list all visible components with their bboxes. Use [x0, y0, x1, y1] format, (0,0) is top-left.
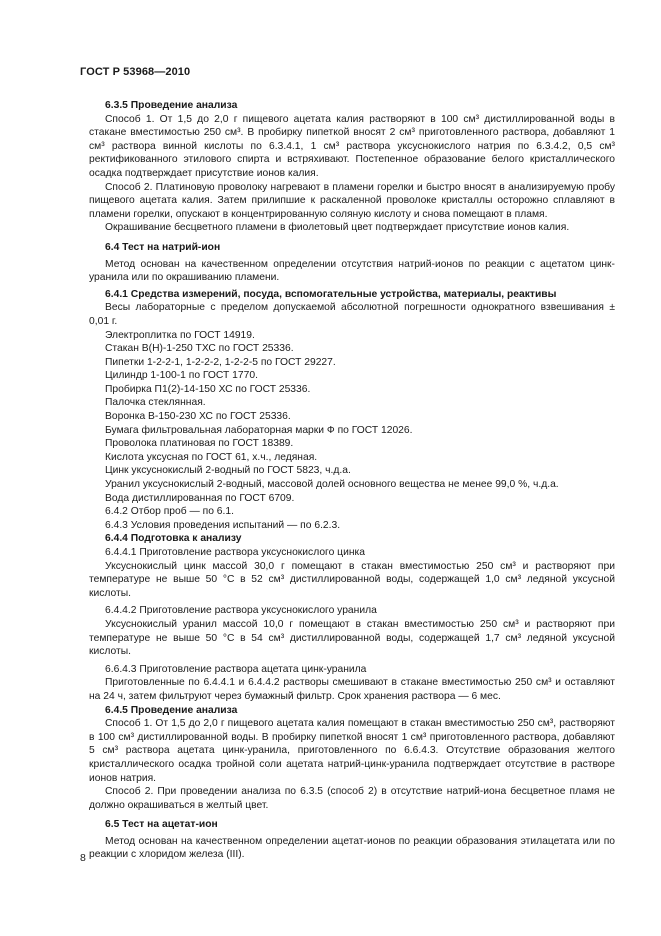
section-6-4-heading: 6.4 Тест на натрий-ион — [105, 241, 221, 253]
list-item: Пипетки 1-2-2-1, 1-2-2-2, 1-2-2-5 по ГОСТ 29227. — [105, 356, 336, 368]
list-item: Воронка В-150-230 ХС по ГОСТ 25336. — [105, 411, 291, 423]
page-number: 8 — [80, 852, 86, 864]
list-item: Пробирка П1(2)-14-150 ХС по ГОСТ 25336. — [105, 383, 311, 395]
list-item: Уранил уксуснокислый 2-водный, массовой долей основного вещества не менее 99,0 %, ч.д.а. — [105, 479, 559, 491]
paragraph: Окрашивание бесцветного пламени в фиолетовый цвет подтверждает присутствие ионов калия. — [105, 222, 570, 234]
list-item: Цилиндр 1-100-1 по ГОСТ 1770. — [105, 370, 258, 382]
paragraph: Способ 1. От 1,5 до 2,0 г пищевого ацетата калия помещают в стакан вместимостью 250 см³, растворяют в 100 см³ дистиллированной воды. В пробирку пипеткой вносят 1 см³ приготовленного раствора, добавляют 5 см³ раствора ацетата цинк-уранила, приготовленного по 6.6.4.3. Отсутствие образования желтого кристаллического осадка тройной соли ацетата натрий-цинк-уранила подтверждает отсутствие в растворе ионов натрия. — [89, 718, 615, 784]
list-item: Кислота уксусная по ГОСТ 61, х.ч., ледяная. — [105, 451, 318, 463]
paragraph: Уксуснокислый уранил массой 10,0 г помещают в стакан вместимостью 250 см³ и растворяют при температуре не выше 50 °С в 54 см³ дистиллированной воды, содержащей 1,7 см³ ледяной уксусной кислоты. — [89, 618, 615, 658]
section-6-4-1-heading: 6.4.1 Средства измерений, посуда, вспомогательные устройства, материалы, реактивы — [105, 288, 557, 300]
section-6-6-4-3-heading: 6.6.4.3 Приготовление раствора ацетата цинк-уранила — [105, 663, 367, 675]
list-item: Электроплитка по ГОСТ 14919. — [105, 329, 255, 341]
list-item: Бумага фильтровальная лабораторная марки Ф по ГОСТ 12026. — [105, 424, 413, 436]
section-6-4-3: 6.4.3 Условия проведения испытаний — по 6.2.3. — [105, 519, 341, 531]
section-6-4-4-2-heading: 6.4.4.2 Приготовление раствора уксуснокислого уранила — [105, 605, 377, 617]
paragraph: Способ 2. Платиновую проволоку нагревают в пламени горелки и быстро вносят в анализируемую пробу пищевого ацетата калия. Затем прилипшие к раскаленной проволоке кристаллы осторожно сплавляют в пламени горелки, опускают в концентрированную соляную кислоту и снова помещают в пламя. — [89, 181, 615, 220]
list-item: Стакан В(Н)-1-250 ТХС по ГОСТ 25336. — [105, 343, 294, 355]
section-6-4-5-heading: 6.4.5 Проведение анализа — [105, 704, 238, 716]
paragraph: Метод основан на качественном определении ацетат-ионов по реакции образования этилацетата или по реакции с хлоридом железа (III). — [89, 835, 615, 861]
section-6-4-4-heading: 6.4.4 Подготовка к анализу — [105, 533, 242, 545]
section-6-3-5-heading: 6.3.5 Проведение анализа — [105, 100, 238, 111]
document-body — [89, 99, 615, 862]
running-header: ГОСТ Р 53968—2010 — [80, 66, 191, 78]
paragraph: Метод основан на качественном определении отсутствия натрий-ионов по реакции с ацетатом цинк-уранила или по окрашиванию пламени. — [89, 258, 615, 284]
paragraph: Приготовленные по 6.4.4.1 и 6.4.4.2 растворы смешивают в стакане вместимостью 250 см³ и оставляют на 24 ч, затем фильтруют через бумажный фильтр. Срок хранения раствора — 6 мес. — [89, 677, 615, 702]
list-item: Цинк уксуснокислый 2-водный по ГОСТ 5823, ч.д.а. — [105, 465, 351, 477]
section-6-4-4-1-heading: 6.4.4.1 Приготовление раствора уксуснокислого цинка — [105, 547, 365, 558]
list-item: Вода дистиллированная по ГОСТ 6709. — [105, 492, 295, 504]
list-item: Палочка стеклянная. — [105, 397, 206, 409]
paragraph: Способ 2. При проведении анализа по 6.3.5 (способ 2) в отсутствие натрий-иона бесцветное пламя не должно окрашиваться в желтый цвет. — [89, 786, 615, 811]
paragraph: Уксуснокислый цинк массой 30,0 г помещают в стакан вместимостью 250 см³ и растворяют при температуре не выше 50 °С в 52 см³ дистиллированной воды, содержащей 1,0 см³ ледяной уксусной кислоты. — [89, 560, 615, 599]
paragraph: Весы лабораторные с пределом допускаемой абсолютной погрешности однократного взвешивания ± 0,01 г. — [89, 302, 615, 327]
paragraph: Способ 1. От 1,5 до 2,0 г пищевого ацетата калия растворяют в 100 см³ дистиллированной воды в стакане вместимостью 250 см³. В пробирку пипеткой вносят 2 см³ приготовленного раствора, добавляют 1 см³ раствора винной кислоты по 6.3.4.1, 1 см³ раствора уксуснокислого натрия по 6.3.4.2, 0,5 см³ ректификованного этилового спирта и встряхивают. Постепенное образование белого кристаллического осадка подтверждает присутствие ионов калия. — [89, 113, 615, 179]
list-item: Проволока платиновая по ГОСТ 18389. — [105, 438, 294, 450]
section-6-5-heading: 6.5 Тест на ацетат-ион — [105, 819, 218, 831]
section-6-4-2: 6.4.2 Отбор проб — по 6.1. — [105, 506, 234, 518]
